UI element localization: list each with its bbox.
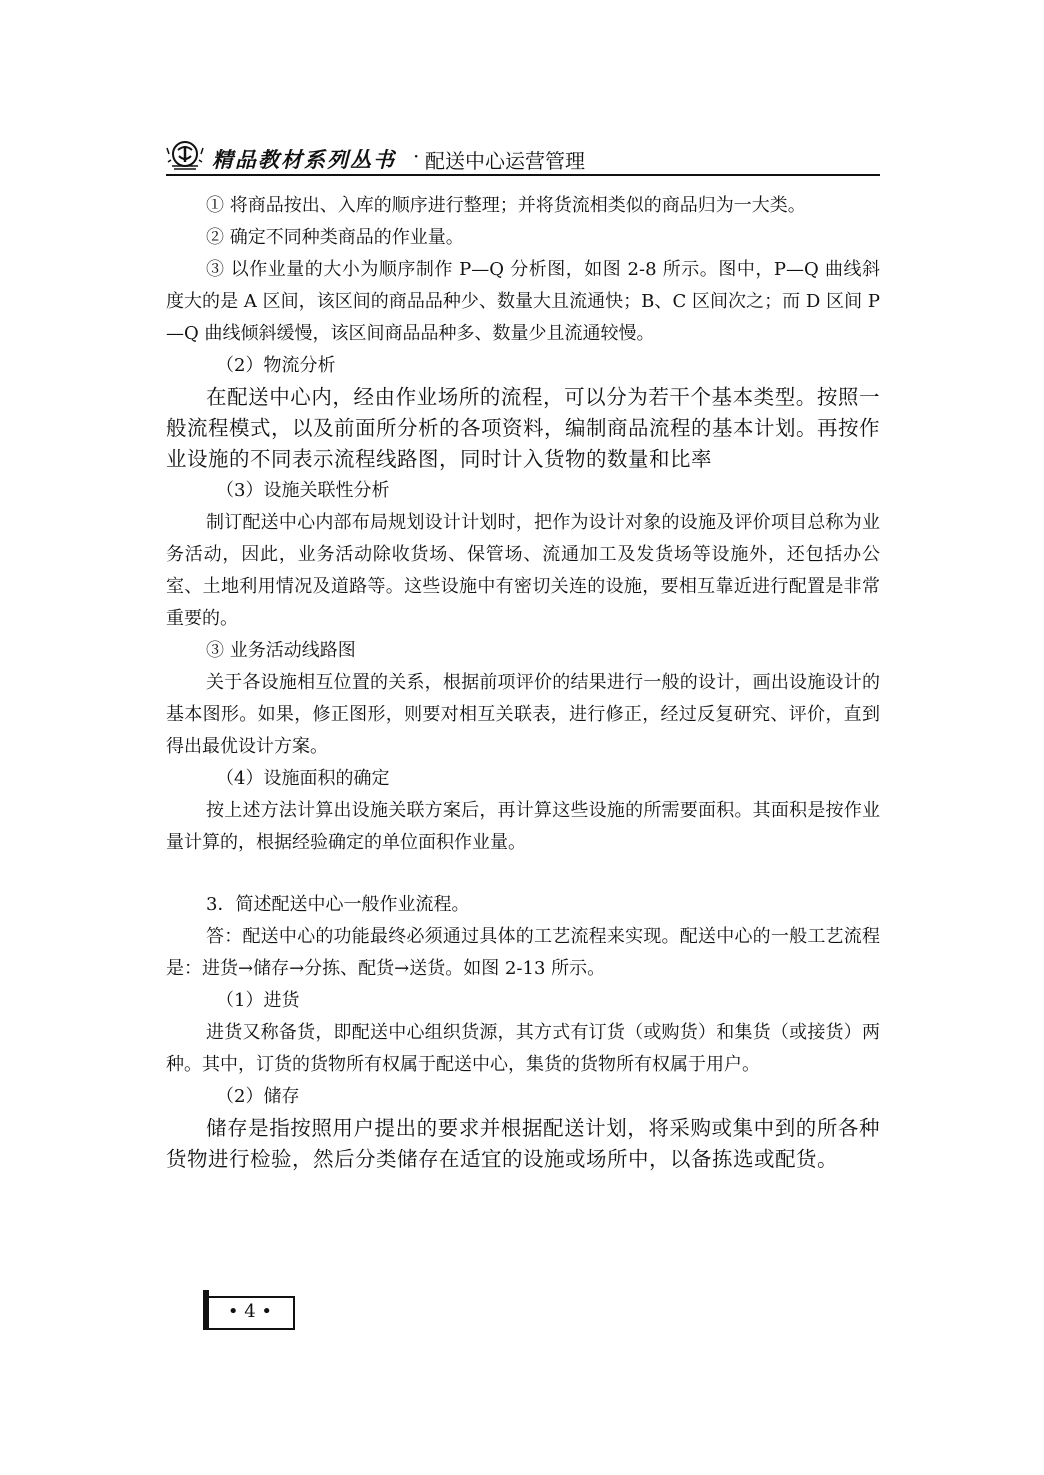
page-footer xyxy=(205,1296,297,1332)
paragraph: 进货又称备货，即配送中心组织货源，其方式有订货（或购货）和集货（或接货）两种。其中，订货的货物所有权属于配送中心，集货的货物所有权属于用户。 xyxy=(166,1022,880,1075)
paragraph: 答：配送中心的功能最终必须通过具体的工艺流程来实现。配送中心的一般工艺流程是：进货→储存→分拣、配货→送货。如图 2-13 所示。 xyxy=(166,926,880,979)
publisher-logo-icon xyxy=(166,140,204,172)
paragraph: （1）进货 xyxy=(216,990,300,1011)
running-header xyxy=(166,138,880,176)
paragraph: （2）储存 xyxy=(216,1086,300,1107)
series-title: 精品教材系列丛书 xyxy=(212,147,396,172)
paragraph: 在配送中心内，经由作业场所的流程，可以分为若干个基本类型。按照一般流程模式，以及前面所分析的各项资料，编制商品流程的基本计划。再按作业设施的不同表示流程线路图，同时计入货物的数量和比率 xyxy=(166,385,880,471)
paragraph: 关于各设施相互位置的关系，根据前项评价的结果进行一般的设计，画出设施设计的基本图形。如果，修正图形，则要对相互关联表，进行修正，经过反复研究、评价，直到得出最优设计方案。 xyxy=(166,672,880,757)
book-title: 配送中心运营管理 xyxy=(425,149,585,173)
paragraph: ③ 业务活动线路图 xyxy=(206,640,356,661)
paragraph: 3．简述配送中心一般作业流程。 xyxy=(206,894,470,915)
paragraph: （2）物流分析 xyxy=(216,355,336,376)
paragraph: 储存是指按照用户提出的要求并根据配送计划，将采购或集中到的所各种货物进行检验，然后分类储存在适宜的设施或场所中，以备拣选或配货。 xyxy=(166,1116,880,1171)
paragraph: 制订配送中心内部布局规划设计计划时，把作为设计对象的设施及评价项目总称为业务活动，因此，业务活动除收货场、保管场、流通加工及发货场等设施外，还包括办公室、土地利用情况及道路等。这些设施中有密切关连的设施，要相互靠近进行配置是非常重要的。 xyxy=(166,512,880,629)
paragraph: （4）设施面积的确定 xyxy=(216,768,390,789)
page-number: • 4 • xyxy=(227,1301,273,1322)
paragraph: 按上述方法计算出设施关联方案后，再计算这些设施的所需要面积。其面积是按作业量计算的，根据经验确定的单位面积作业量。 xyxy=(166,800,880,853)
paragraph: ① 将商品按出、入库的顺序进行整理；并将货流相类似的商品归为一大类。 xyxy=(206,195,806,216)
page-body xyxy=(166,190,880,1175)
header-separator: · xyxy=(413,144,420,168)
paragraph: ③ 以作业量的大小为顺序制作 P—Q 分析图，如图 2-8 所示。图中，P—Q 曲线斜度大的是 A 区间，该区间的商品品种少、数量大且流通快；B、C 区间次之；而 D 区间 P—Q 曲线倾斜缓慢，该区间商品品种多、数量少且流通较慢。 xyxy=(166,259,880,344)
header-rule xyxy=(166,174,880,176)
paragraph: （3）设施关联性分析 xyxy=(216,480,390,501)
paragraph: ② 确定不同种类商品的作业量。 xyxy=(206,227,464,248)
paragraph-spacer xyxy=(166,859,880,889)
